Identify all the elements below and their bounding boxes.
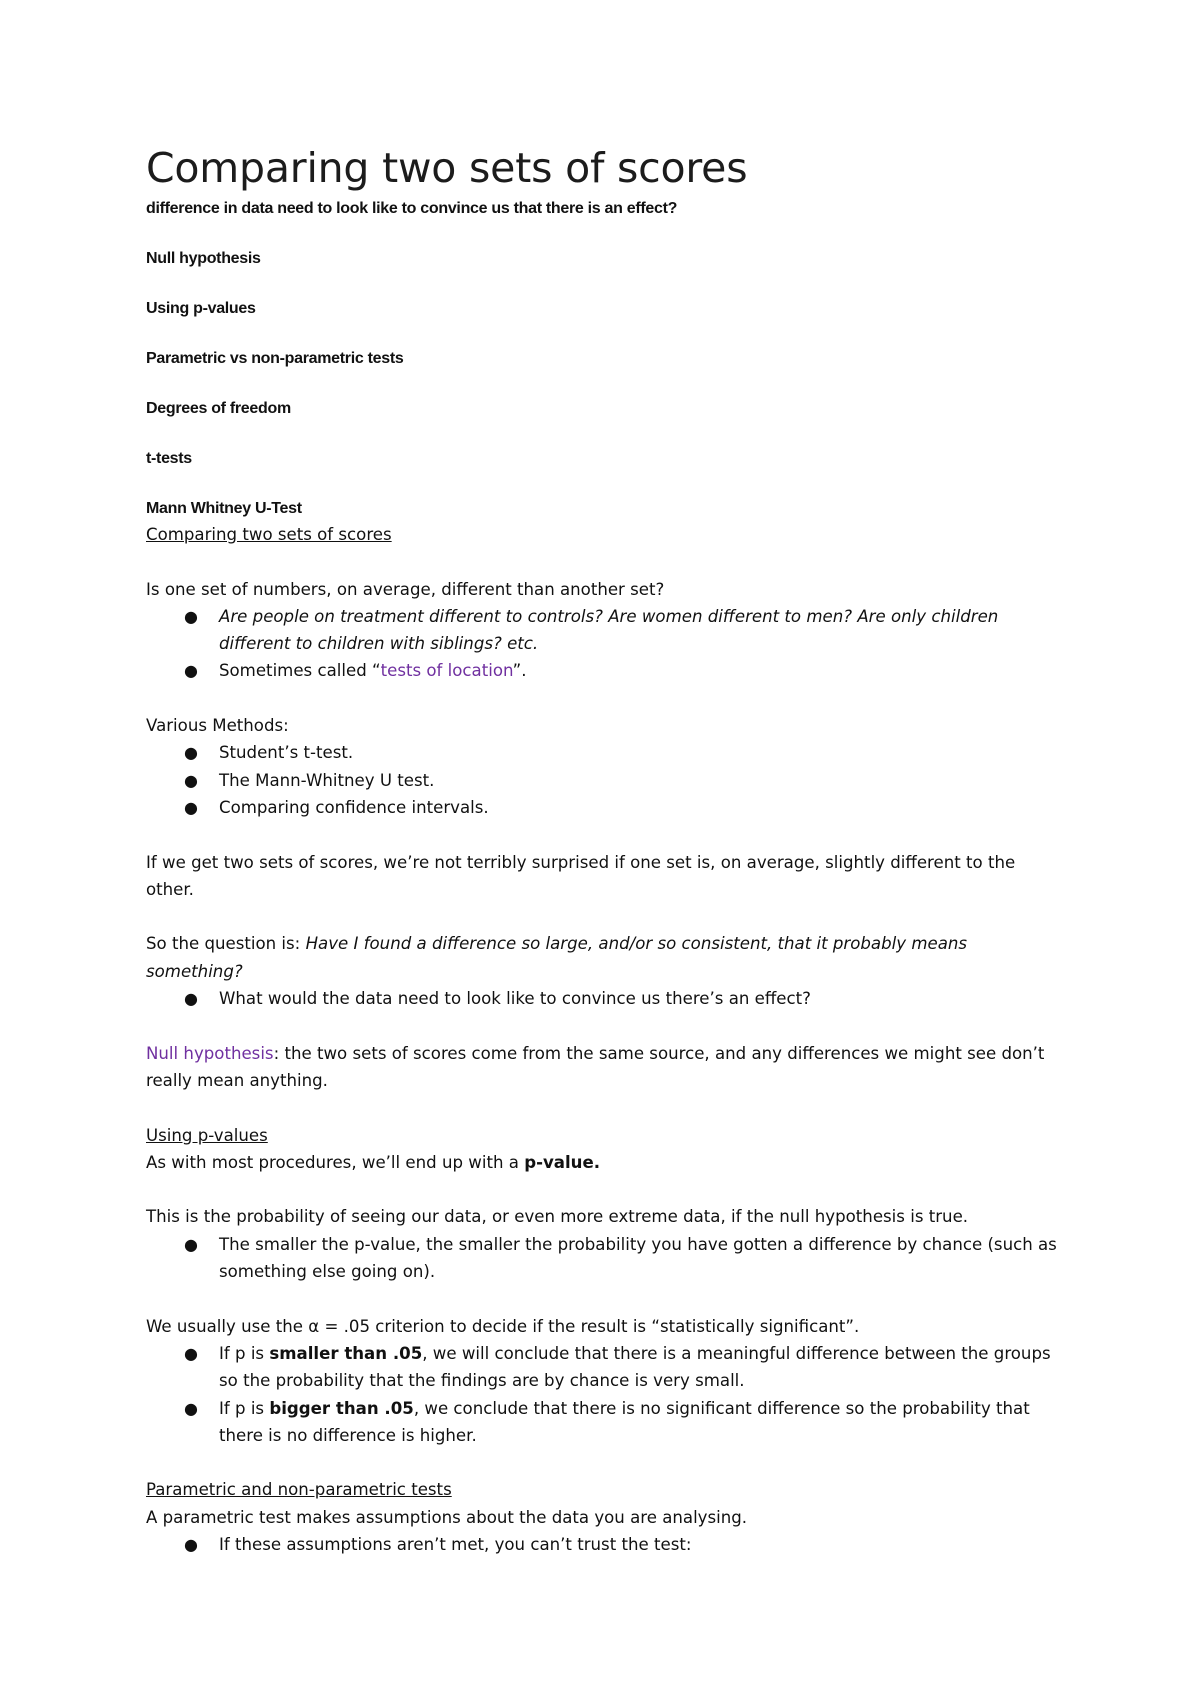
- bullet-icon: ●: [184, 1234, 198, 1254]
- term-null-hypothesis: Null hypothesis: [146, 1043, 274, 1063]
- section-heading-p-values: Using p-values: [146, 1125, 268, 1145]
- list-item: [146, 1231, 1066, 1286]
- list-item-text: Are people on treatment different to controls? Are women different to men? Are only children different to children with siblings? etc.: [219, 606, 999, 654]
- list-item-text: If p is: [219, 1398, 270, 1418]
- paragraph-alpha: We usually use the α = .05 criterion to decide if the result is “statistically significant”.: [146, 1316, 860, 1336]
- bullet-icon: ●: [184, 1398, 198, 1418]
- bullet-icon: ●: [184, 989, 198, 1009]
- methods-label: Various Methods:: [146, 716, 289, 736]
- list-item: [146, 657, 1066, 684]
- methods-list: [146, 739, 1066, 821]
- question-prefix: So the question is:: [146, 934, 306, 954]
- list-item: [146, 767, 1066, 794]
- list-item-text: The Mann-Whitney U test.: [219, 770, 435, 790]
- list-item-text: Sometimes called “: [219, 661, 381, 681]
- list-item-text: The smaller the p-value, the smaller the probability you have gotten a difference by chance (such as something else going on).: [219, 1234, 1057, 1282]
- list-item-text: Student’s t-test.: [219, 743, 354, 763]
- toc-item-parametric: Parametric vs non-parametric tests: [146, 350, 404, 367]
- bullet-icon: ●: [184, 606, 198, 626]
- null-hypothesis-text: : the two sets of scores come from the same source, and any differences we might see don’t really mean anything.: [146, 1043, 1045, 1090]
- question-italic: Have I found a difference so large, and/or so consistent, that it probably means something?: [146, 934, 968, 981]
- bullet-icon: ●: [184, 797, 198, 817]
- paragraph-null-hypothesis: [146, 1040, 1066, 1095]
- document-body: [146, 140, 1066, 1558]
- list-item: [146, 1340, 1066, 1395]
- list-item-text: What would the data need to look like to convince us there’s an effect?: [219, 989, 811, 1009]
- paragraph-parametric: A parametric test makes assumptions about the data you are analysing.: [146, 1507, 748, 1527]
- toc-item-degrees-of-freedom: Degrees of freedom: [146, 400, 291, 417]
- bullet-icon: ●: [184, 1534, 198, 1554]
- probability-bullet-list: [146, 1231, 1066, 1286]
- list-item-text: Comparing confidence intervals.: [219, 797, 489, 817]
- subtitle: difference in data need to look like to convince us that there is an effect?: [146, 200, 678, 217]
- list-item-text: If these assumptions aren’t met, you can’t trust the test:: [219, 1534, 692, 1554]
- parametric-bullet-list: [146, 1531, 1066, 1558]
- list-item-text: If p is: [219, 1343, 270, 1363]
- bullet-icon: ●: [184, 743, 198, 763]
- term-tests-of-location: tests of location: [380, 661, 513, 681]
- list-item: [146, 794, 1066, 821]
- list-item-text: ”.: [512, 661, 527, 681]
- toc-item-t-tests: t-tests: [146, 450, 192, 467]
- bullet-icon: ●: [184, 770, 198, 790]
- bullet-icon: ●: [184, 1343, 198, 1363]
- list-item: [146, 603, 1066, 658]
- bold-bigger-than: bigger than .05: [269, 1398, 414, 1418]
- intro-paragraph: Is one set of numbers, on average, different than another set?: [146, 579, 665, 599]
- p-value-bold: p-value.: [524, 1152, 601, 1172]
- list-item: [146, 1531, 1066, 1558]
- bullet-icon: ●: [184, 661, 198, 681]
- bold-smaller-than: smaller than .05: [269, 1343, 423, 1363]
- question-bullet-list: [146, 985, 1066, 1012]
- section-heading-comparing: Comparing two sets of scores: [146, 525, 392, 544]
- paragraph-question: [146, 930, 1066, 985]
- list-item: [146, 1395, 1066, 1450]
- paragraph-probability: This is the probability of seeing our data, or even more extreme data, if the null hypothesis is true.: [146, 1207, 969, 1227]
- toc-item-mann-whitney: Mann Whitney U-Test: [146, 500, 302, 517]
- toc-item-p-values: Using p-values: [146, 300, 256, 317]
- alpha-bullet-list: [146, 1340, 1066, 1449]
- list-item: [146, 985, 1066, 1012]
- toc-item-null-hypothesis: Null hypothesis: [146, 250, 261, 267]
- intro-bullet-list: [146, 603, 1066, 685]
- list-item-text: , we conclude that there is no significant difference so the probability that there is no difference is higher.: [219, 1398, 1030, 1445]
- section-heading-parametric: Parametric and non-parametric tests: [146, 1480, 452, 1500]
- p-value-text: As with most procedures, we’ll end up with a: [146, 1152, 525, 1172]
- page-title: Comparing two sets of scores: [146, 144, 748, 192]
- paragraph-p-value: [146, 1149, 1066, 1176]
- list-item-text: , we will conclude that there is a meaningful difference between the groups so the probability that the findings are by chance is very small.: [219, 1343, 1051, 1391]
- paragraph-two-sets: If we get two sets of scores, we’re not terribly surprised if one set is, on average, slightly different to the other.: [146, 852, 1016, 899]
- list-item: [146, 739, 1066, 766]
